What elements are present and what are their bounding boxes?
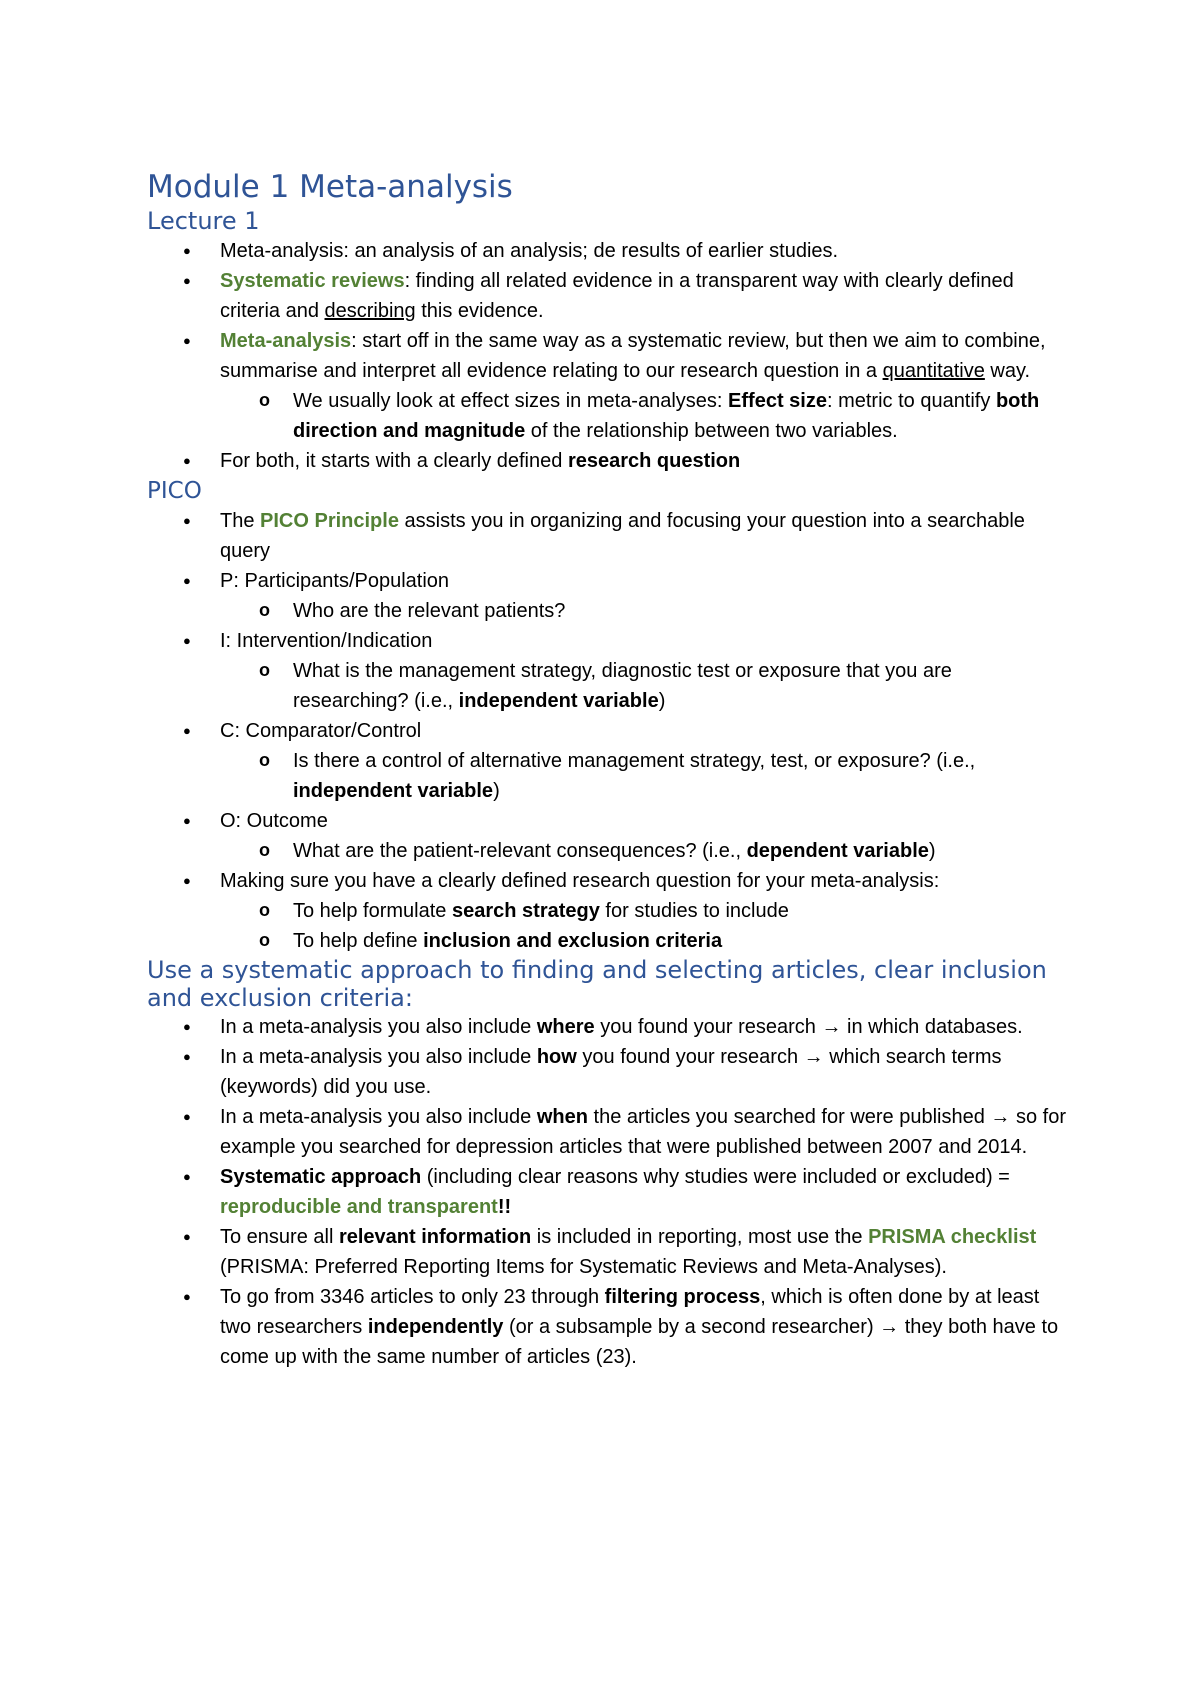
systematic-approach-heading: Use a systematic approach to finding and selecting articles, clear inclusion and exclusion criteria: — [147, 956, 1047, 1012]
sub-list-item: o What is the management strategy, diagnostic test or exposure that you are researching? (i.e., independent variable) — [147, 656, 1067, 716]
list-item: ● The PICO Principle assists you in organizing and focusing your question into a searchable query — [147, 506, 1067, 566]
list-item: ● In a meta-analysis you also include where you found your research → in which databases. — [147, 1012, 1067, 1042]
list-item: ● Meta-analysis: an analysis of an analysis; de results of earlier studies. — [147, 236, 1067, 266]
list-item: ● To ensure all relevant information is included in reporting, most use the PRISMA checklist (PRISMA: Preferred Reporting Items for Systematic Reviews and Meta-Analyses). — [147, 1222, 1067, 1282]
arrow-icon: → — [803, 1046, 824, 1068]
arrow-icon: → — [821, 1016, 842, 1038]
sub-list-item: o Is there a control of alternative management strategy, test, or exposure? (i.e., independent variable) — [147, 746, 1067, 806]
list-item: ● C: Comparator/Control — [147, 716, 1067, 746]
document-body — [147, 168, 1067, 1372]
list-item: ● I: Intervention/Indication — [147, 626, 1067, 656]
sub-list-item: o To help formulate search strategy for studies to include — [147, 896, 1067, 926]
lecture-heading: Lecture 1 — [147, 207, 260, 235]
list-item: ● In a meta-analysis you also include how you found your research → which search terms (keywords) did you use. — [147, 1042, 1067, 1102]
page-title: Module 1 Meta-analysis — [147, 169, 513, 205]
arrow-icon: → — [990, 1106, 1011, 1128]
list-item: ● For both, it starts with a clearly defined research question — [147, 446, 1067, 476]
sub-list-item: o To help define inclusion and exclusion criteria — [147, 926, 1067, 956]
list-item: ● Making sure you have a clearly defined research question for your meta-analysis: — [147, 866, 1067, 896]
list-item: ● O: Outcome — [147, 806, 1067, 836]
arrow-icon: → — [879, 1316, 900, 1338]
list-item: ● In a meta-analysis you also include when the articles you searched for were published → so for example you searched for depression articles that were published between 2007 and 2014. — [147, 1102, 1067, 1162]
lecture-list — [147, 236, 1067, 476]
sub-list-item: o What are the patient-relevant consequences? (i.e., dependent variable) — [147, 836, 1067, 866]
list-item: ● Meta-analysis: start off in the same way as a systematic review, but then we aim to combine, summarise and interpret all evidence relating to our research question in a quantitative way. — [147, 326, 1067, 386]
pico-heading: PICO — [147, 478, 202, 504]
sub-list-item: o We usually look at effect sizes in meta-analyses: Effect size: metric to quantify both direction and magnitude of the relationship between two variables. — [147, 386, 1067, 446]
list-item: ● Systematic approach (including clear reasons why studies were included or excluded) = reproducible and transparent!! — [147, 1162, 1067, 1222]
pico-list — [147, 506, 1067, 956]
systematic-list — [147, 1012, 1067, 1372]
list-item: ● Systematic reviews: finding all related evidence in a transparent way with clearly defined criteria and describing this evidence. — [147, 266, 1067, 326]
list-item: ● P: Participants/Population — [147, 566, 1067, 596]
sub-list-item: o Who are the relevant patients? — [147, 596, 1067, 626]
list-item: ● To go from 3346 articles to only 23 through filtering process, which is often done by at least two researchers independently (or a subsample by a second researcher) → they both have to come up with the same number of articles (23). — [147, 1282, 1067, 1372]
